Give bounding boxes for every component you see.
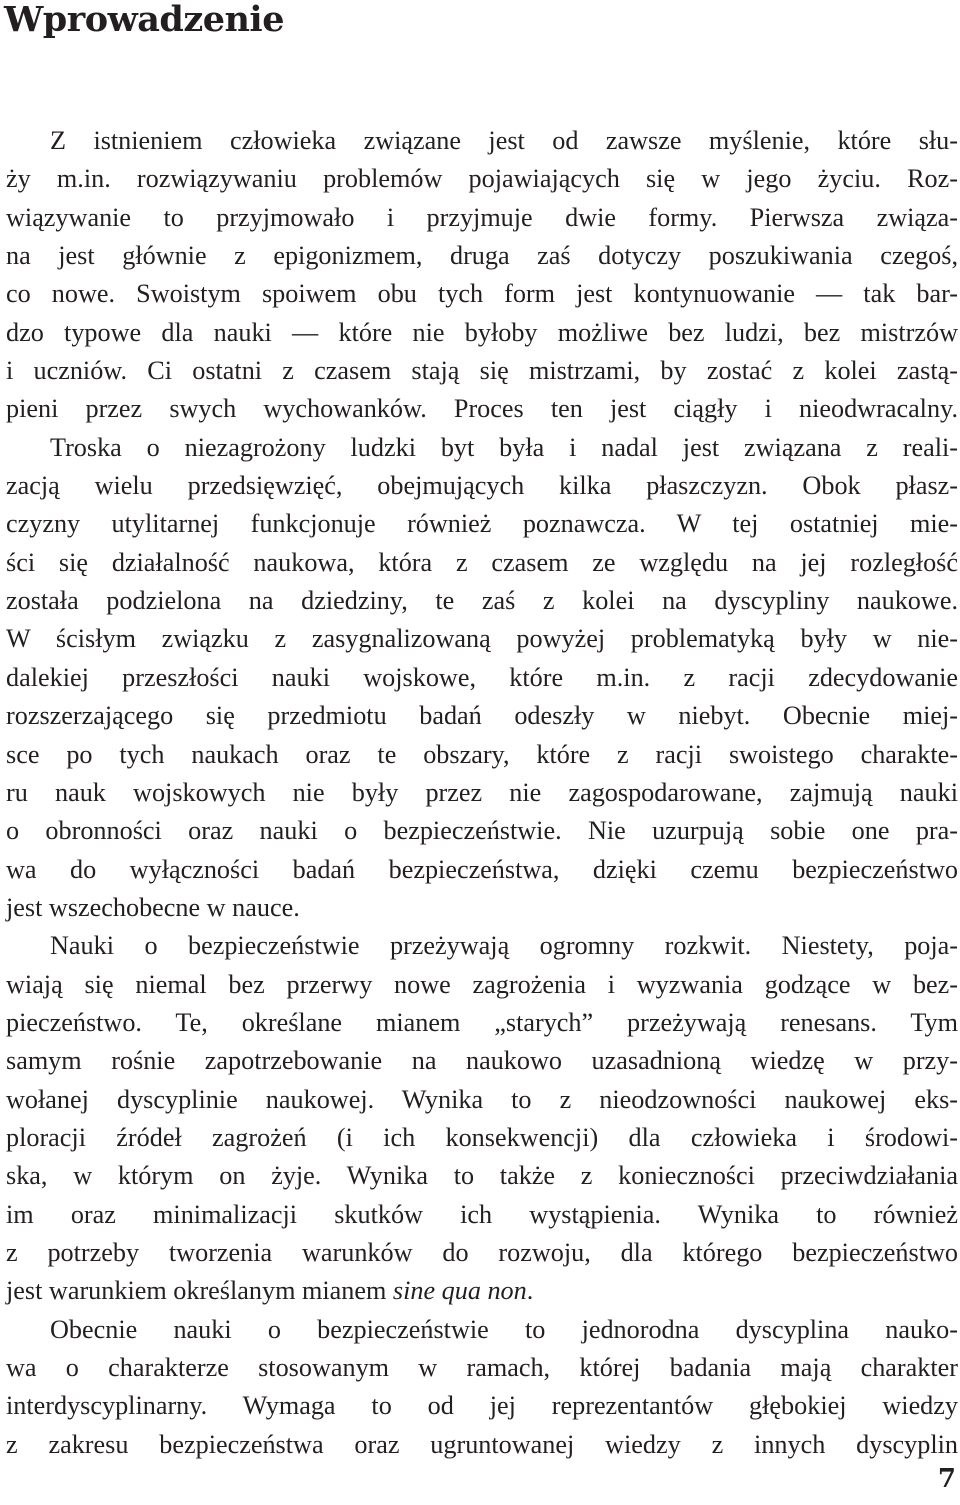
text-line: wa do wyłączności badań bezpieczeństwa, dzięki czemu bezpieczeństwo xyxy=(6,854,958,884)
chapter-heading: Wprowadzenie xyxy=(4,0,284,40)
text-line: Z istnieniem człowieka związane jest od zawsze myślenie, które słu- xyxy=(50,126,958,155)
text-line: wa o charakterze stosowanym w ramach, której badania mają charakter xyxy=(6,1353,958,1382)
text-line: Troska o niezagrożony ludzki byt była i nadal jest związana z reali- xyxy=(50,432,958,462)
italic-term: sine qua non xyxy=(392,1276,527,1306)
page-number: 7 xyxy=(937,1464,956,1494)
text-line: ży m.in. rozwiązywaniu problemów pojawiających się w jego życiu. Roz- xyxy=(6,164,958,194)
text-line xyxy=(0,1272,960,1310)
text-line: W ścisłym związku z zasygnalizowaną powyżej problematyką były w nie- xyxy=(6,624,958,654)
text-line: została podzielona na dziedziny, te zaś z kolei na dyscypliny naukowe. xyxy=(6,586,958,616)
paragraph-1 xyxy=(0,122,960,927)
text-line: wiają się niemal bez przerwy nowe zagrożenia i wyzwania godzące w bez- xyxy=(6,969,958,999)
text-line: zacją wielu przedsięwzięć, obejmujących kilka płaszczyzn. Obok płasz- xyxy=(6,471,958,501)
text-line: samym rośnie zapotrzebowanie na naukowo uzasadnioną wiedzę w przy- xyxy=(6,1046,958,1076)
text-line: z zakresu bezpieczeństwa oraz ugruntowanej wiedzy z innych dyscyplin xyxy=(6,1429,958,1459)
text-fragment: jest warunkiem określanym mianem xyxy=(6,1276,393,1306)
text-line: dzo typowe dla nauki — które nie byłoby możliwe bez ludzi, bez mistrzów xyxy=(6,317,958,347)
text-line: pieni przez swych wychowanków. Proces ten jest ciągły i nieodwracalny. xyxy=(6,394,958,424)
text-line: czyzny utylitarnej funkcjonuje również poznawcza. W tej ostatniej mie- xyxy=(6,509,958,539)
text-line: interdyscyplinarny. Wymaga to od jej reprezentantów głębokiej wiedzy xyxy=(6,1391,958,1421)
text-line: Nauki o bezpieczeństwie przeżywają ogromny rozkwit. Niestety, poja- xyxy=(50,931,958,961)
text-line: dalekiej przeszłości nauki wojskowe, które m.in. z racji zdecydowanie xyxy=(6,662,958,692)
text-line: wołanej dyscyplinie naukowej. Wynika to z nieodzowności naukowej eks- xyxy=(6,1084,958,1114)
text-line: o obronności oraz nauki o bezpieczeństwie. Nie uzurpują sobie one pra- xyxy=(6,816,958,846)
text-line: ska, w którym on żyje. Wynika to także z konieczności przeciwdziałania xyxy=(6,1161,958,1191)
text-line: ru nauk wojskowych nie były przez nie zagospodarowane, zajmują nauki xyxy=(6,777,958,807)
text-line: sce po tych naukach oraz te obszary, które z racji swoistego charakte- xyxy=(6,739,958,769)
text-line: ploracji źródeł zagrożeń (i ich konsekwencji) dla człowieka i środowi- xyxy=(6,1122,958,1152)
paragraph-2 xyxy=(0,927,960,1310)
text-line: na jest głównie z epigonizmem, druga zaś dotyczy poszukiwania czegoś, xyxy=(6,241,958,271)
text-line: Obecnie nauki o bezpieczeństwie to jednorodna dyscyplina nauko- xyxy=(50,1314,958,1344)
text-line: co nowe. Swoistym spoiwem obu tych form jest kontynuowanie — tak bar- xyxy=(6,279,958,309)
text-fragment: . xyxy=(526,1276,534,1306)
text-line: i uczniów. Ci ostatni z czasem stają się mistrzami, by zostać z kolei zastą- xyxy=(6,356,958,386)
text-line: pieczeństwo. Te, określane mianem „starych” przeżywają renesans. Tym xyxy=(6,1007,958,1037)
text-line: rozszerzającego się przedmiotu badań odeszły w niebyt. Obecnie miej- xyxy=(6,701,958,731)
text-line: im oraz minimalizacji skutków ich wystąpienia. Wynika to również xyxy=(6,1199,958,1229)
text-line: z potrzeby tworzenia warunków do rozwoju, dla którego bezpieczeństwo xyxy=(6,1237,958,1267)
body-text xyxy=(0,122,960,1464)
paragraph-3 xyxy=(0,1311,960,1464)
text-line: ści się działalność naukowa, która z czasem ze względu na jej rozległość xyxy=(6,547,958,577)
text-line: wiązywanie to przyjmowało i przyjmuje dwie formy. Pierwsza związa- xyxy=(6,202,958,232)
text-line: jest wszechobecne w nauce. xyxy=(6,892,300,922)
